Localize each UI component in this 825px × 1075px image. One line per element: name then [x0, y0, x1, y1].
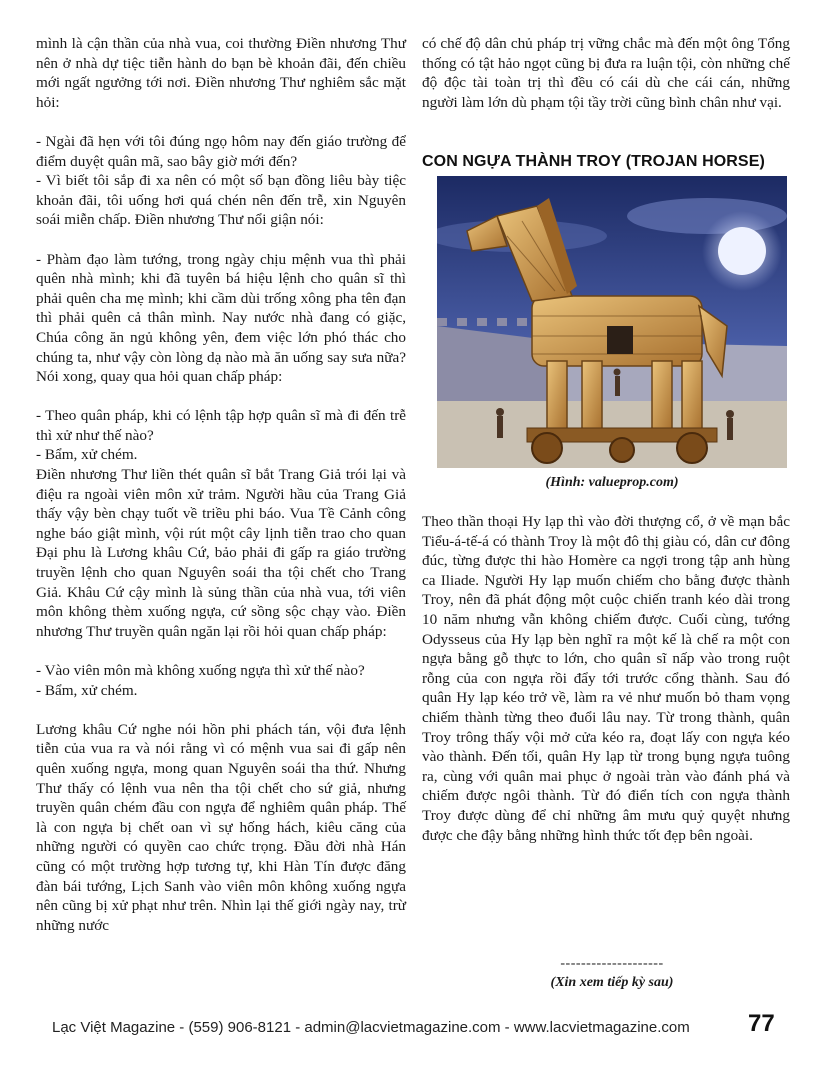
- paragraph: - Bẩm, xử chém.: [36, 446, 138, 464]
- right-column-top: [422, 34, 790, 112]
- spacer: [36, 641, 406, 661]
- paragraph: Lương khâu Cứ nghe nói hồn phi phách tán, vội đưa lệnh tiễn của vua ra và nói rằng vì có mệnh vua sai đi gấp nên quên xuống ngựa, mong quan Nguyên soái tha thứ. Nhưng Thư thấy có lệnh vua nên tha tội chết cho sứ giả, nhưng truyền quân chém đầu con ngựa để nghiêm quân pháp. Thế là con ngựa bị chết oan vì sự hống hách, kiêu căng của những người có quyền cao chức trọng. Đầu đời nhà Hán cũng có một trường hợp tương tự, khi Hàn Tín được đăng đàn bái tướng, Lịch Sanh vào viên môn không xuống ngựa nên cũng bị xử phạt như trên. Nhìn lại thế giới ngày nay, trừ những nước: [36, 720, 406, 934]
- paragraph: Điền nhương Thư liền thét quân sĩ bắt Trang Giả trói lại và điệu ra ngoài viên môn xử trảm. Người hầu của Trang Giả thấy vậy bèn chạy tuốt về triều phi báo. Vua Tề Cảnh công nghe báo giật mình, vội rút một cây lịnh tiễn trao cho quan Đại phu là Lương khâu Cứ, bảo phải đi gấp ra giáo trường truyền lệnh cho quan Nguyên soái tha tội chết cho Trang Giả. Khâu Cứ cậy mình là sủng thần của nhà vua, tới viên môn không thèm xuống ngựa, cứ sồng sộc chạy vào. Điền nhương Thư truyền quân ngăn lại rồi hỏi quan chấp pháp:: [36, 466, 406, 640]
- spacer: [36, 700, 406, 720]
- figure-caption: (Hình: valueprop.com): [545, 475, 679, 490]
- paragraph: - Bẩm, xử chém.: [36, 681, 138, 699]
- spacer: [36, 230, 406, 250]
- spacer: [36, 387, 406, 407]
- paragraph: có chế độ dân chủ pháp trị vững chắc mà đến một ông Tổng thống có tật hảo ngọt cũng bị đưa ra luận tội, còn những chế độ độc tài toàn trị thì đều có cái dù che cái cán, những người làm lớn dù phạm tội tầy trời cũng bình chân như vại.: [422, 35, 790, 111]
- paragraph: mình là cận thần của nhà vua, coi thường Điền nhương Thư nên ở nhà dự tiệc tiễn hành do bạn bè khoản đãi, đến chiều mới ngất ngưởng tới nơi. Điền nhương Thư nghiêm sắc mặt hỏi:: [36, 35, 406, 111]
- page-footer: Lạc Việt Magazine - (559) 906-8121 - admin@lacvietmagazine.com - www.lacvietmagazine.com: [52, 1019, 690, 1036]
- page-number: 77: [748, 1010, 775, 1037]
- section-heading: CON NGỰA THÀNH TROY (TROJAN HORSE): [422, 153, 765, 170]
- continued-note: (Xin xem tiếp kỳ sau): [550, 975, 674, 990]
- right-column-bottom: [422, 512, 790, 845]
- paragraph: - Phàm đạo làm tướng, trong ngày chịu mệnh vua thì phải quên nhà mình; khi đã tuyên bá hiệu lệnh cho quân sĩ thì phải quên cha mẹ mình; khi cầm dùi trống xông pha tên đạn thì phải quên cả thân mình. Nay nước nhà đang có giặc, Chúa công ăn ngủ không yên, đem việc lớn phó thác cho chúng ta, như vậy còn lòng dạ nào mà ăn uống say sưa nữa? Nói xong, quay qua hỏi quan chấp pháp:: [36, 250, 406, 386]
- paragraph: Theo thần thoại Hy lạp thì vào đời thượng cổ, ở về mạn bắc Tiểu-á-tế-á có thành Troy là một đô thị giàu có, dân cư đông đúc, từng được thi hào Homère ca ngợi trong tập anh hùng ca Iliade. Người Hy lạp muốn chiếm cho bằng được thành Troy, nên đã phát động một cuộc chiến tranh kéo dài trong 10 năm nhưng vẫn không chiếm được. Cuối cùng, tướng Odysseus của Hy lạp bèn nghĩ ra một kế là chế ra một con ngựa bằng gỗ thực to lớn, cho quân sĩ nấp vào trong ruột rỗng của con ngựa rồi đẩy tới trước cổng thành. Sau đó quân Hy lạp kéo trở về, làm ra vẻ như muốn bỏ tham vọng chiếm thành từng theo đuổi lâu nay. Từ trong thành, quân Troy trông thấy vội mở cửa kéo ra, đoạt lấy con ngựa kéo vào thành. Đến tối, quân Hy lạp từ trong bụng ngựa tuông ra, cùng với quân mai phục ở ngoài tràn vào đánh phá và chiếm được ngôi thành. Từ đó điển tích con ngựa thành Troy được dùng để chỉ những âm mưu quỷ quyệt nhưng được che đậy bằng những hình thức tốt đẹp bên ngoài.: [422, 513, 790, 844]
- trojan-horse-illustration: [437, 176, 787, 468]
- paragraph: - Ngài đã hẹn với tôi đúng ngọ hôm nay đến giáo trường để điểm duyệt quân mã, sao bây giờ mới đến?: [36, 132, 406, 170]
- left-column: [36, 34, 406, 935]
- paragraph: - Vào viên môn mà không xuống ngựa thì xử thế nào?: [36, 662, 365, 679]
- divider-line: --------------------: [560, 956, 664, 971]
- paragraph: - Vì biết tôi sắp đi xa nên có một số bạn đồng liêu bày tiệc khoản đãi, tôi uống hơi quá chén nên đến trễ, xin Nguyên soái miễn chấp. Điền nhương Thư nổi giận nói:: [36, 172, 406, 229]
- spacer: [36, 112, 406, 132]
- paragraph: - Theo quân pháp, khi có lệnh tập hợp quân sĩ mà đi đến trễ thì xử như thế nào?: [36, 407, 406, 444]
